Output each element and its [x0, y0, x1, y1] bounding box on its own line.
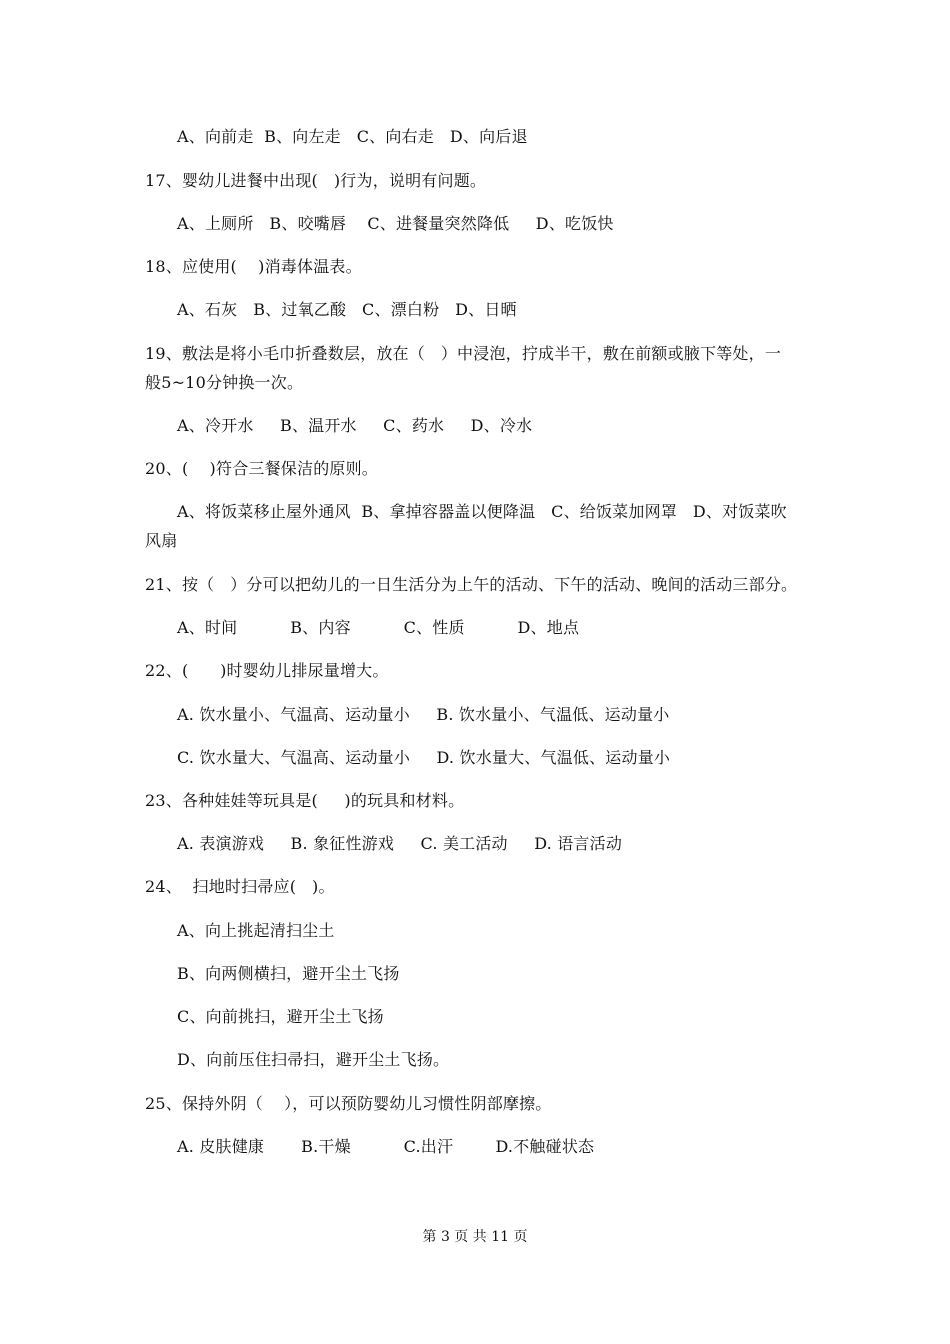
- q16-options: A、向前走 B、向左走 C、向右走 D、向后退: [177, 127, 528, 146]
- q24-option-d: D、向前压住扫帚扫，避开尘土飞扬。: [177, 1050, 450, 1069]
- q25-question: 25、保持外阴（ ），可以预防婴幼儿习惯性阴部摩擦。: [145, 1094, 552, 1113]
- page-footer: 第 3 页 共 11 页: [422, 1229, 528, 1245]
- q19-question-line2: 般5~10分钟换一次。: [145, 373, 304, 392]
- q20-question: 20、( )符合三餐保洁的原则。: [145, 459, 378, 478]
- q20-options-line2: 风扇: [145, 531, 178, 550]
- q24-option-b: B、向两侧横扫，避开尘土飞扬: [177, 964, 400, 983]
- q19-question-line1: 19、敷法是将小毛巾折叠数层，放在（ ）中浸泡，拧成半干，敷在前额或腋下等处，一: [145, 344, 782, 363]
- q22-options-ab: A. 饮水量小、气温高、运动量小 B. 饮水量小、气温低、运动量小: [177, 705, 670, 724]
- q22-options-cd: C. 饮水量大、气温高、运动量小 D. 饮水量大、气温低、运动量小: [177, 748, 671, 767]
- q20-options-line1: A、将饭菜移止屋外通风 B、拿掉容器盖以便降温 C、给饭菜加网罩 D、对饭菜吹: [177, 502, 787, 521]
- q23-question: 23、各种娃娃等玩具是( )的玩具和材料。: [145, 791, 465, 810]
- q24-question: 24、 扫地时扫帚应( )。: [145, 877, 335, 896]
- q19-options: A、冷开水 B、温开水 C、药水 D、冷水: [177, 416, 533, 435]
- q22-question: 22、( )时婴幼儿排尿量增大。: [145, 661, 389, 680]
- q24-option-a: A、向上挑起清扫尘土: [177, 921, 335, 940]
- q25-options: A. 皮肤健康 B.干燥 C.出汗 D.不触碰状态: [177, 1137, 595, 1156]
- q23-options: A. 表演游戏 B. 象征性游戏 C. 美工活动 D. 语言活动: [177, 834, 623, 853]
- q18-question: 18、应使用( )消毒体温表。: [145, 257, 362, 276]
- q21-question: 21、按（ ）分可以把幼儿的一日生活分为上午的活动、下午的活动、晚间的活动三部分。: [145, 575, 798, 594]
- q21-options: A、时间 B、内容 C、性质 D、地点: [177, 618, 580, 637]
- q17-options: A、上厕所 B、咬嘴唇 C、进餐量突然降低 D、吃饭快: [177, 214, 614, 233]
- q18-options: A、石灰 B、过氧乙酸 C、漂白粉 D、日晒: [177, 300, 517, 319]
- q24-option-c: C、向前挑扫，避开尘土飞扬: [177, 1007, 384, 1026]
- q17-question: 17、婴幼儿进餐中出现( )行为，说明有问题。: [145, 171, 487, 190]
